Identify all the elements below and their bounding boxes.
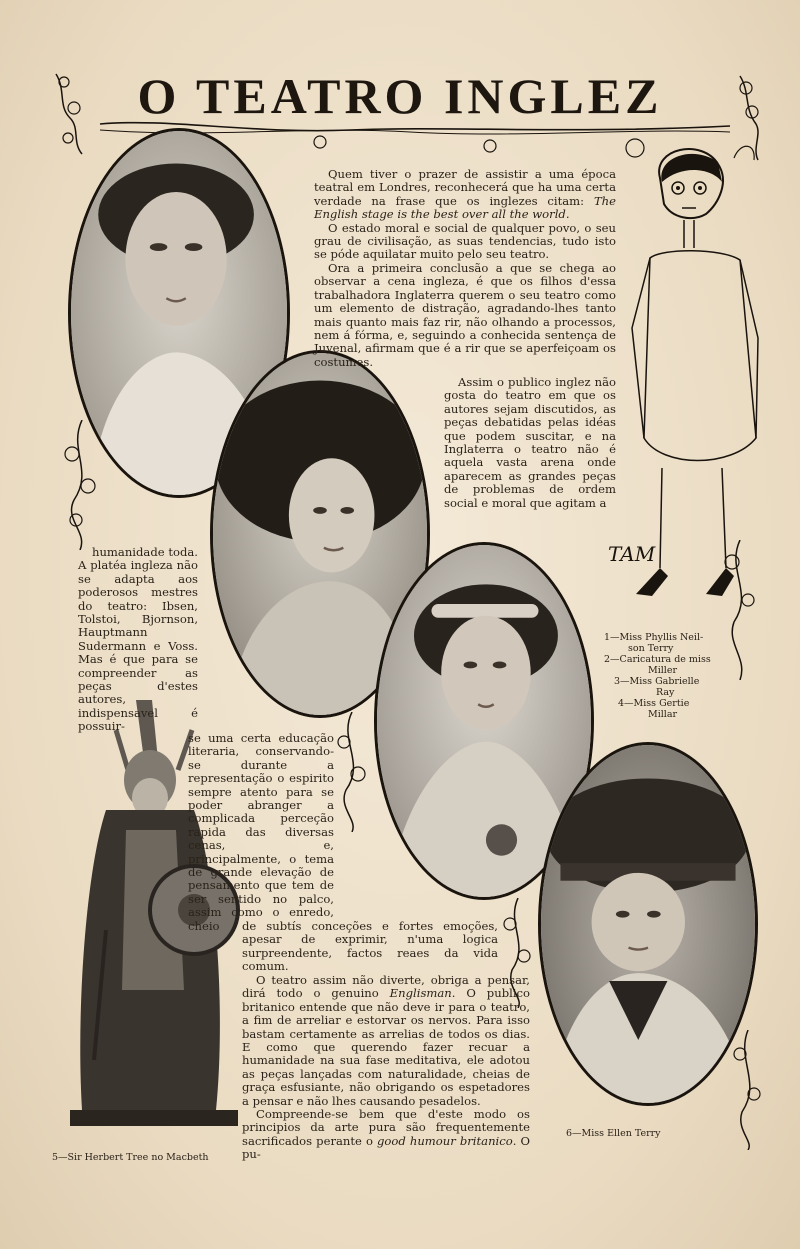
caption-2: 2—Caricatura de miss [604,654,711,665]
text-paragraph-7: de subtís conceções e fortes emoções, apesar de exprimir, n'uma logica surpreendente, factos reaes da vida comum. [242,919,498,974]
caption-1: 1—Miss Phyllis Neil- [604,632,704,643]
paragraph-intro: Quem tiver o prazer de assistir a uma época teatral em Londres, reconhecerá que ha uma certa verdade na frase que os inglezes citam: The English stage is the best over all the world. [314,167,616,222]
paragraph-2: O estado moral e social de qualquer povo, o seu grau de civilisação, as suas tendencias, tudo isto se póde aquilatar muito pelo seu teatro. [314,220,616,262]
caption-6: 6—Miss Ellen Terry [566,1128,661,1139]
right-bottom-vine-ornament [728,1030,768,1150]
text-paragraph-4: Assim o publico inglez não gosta do teatro em que os autores sejam discutidos, as peças debatidas pelas idéas que podem suscitar, e na Inglaterra o teatro não é aquela vasta arena onde aparecem as grandes peças de problemas de ordem social e moral que agitam a [444,375,616,510]
caricature-drawing [622,138,772,608]
text-paragraph-3: Ora a primeira conclusão a que se chega ao observar a cena ingleza, é que os filhos d'essa trabalhadora Inglaterra querem o seu teatro como um elemento de distração, agradando-lhes tanto mais quanto mais faz rir, não olhando a processos, nem á fórma, e, seguindo a conhecida sentença de Juvenal, afirmam que é a rir que se aperfeiçoam os costumes. [314,261,616,369]
portrait-captions-list: 1—Miss Phyllis Neil- son Terry 2—Caricatura de miss Miller 3—Miss Gabrielle Ray 4—Miss Gertie Millar [604,632,736,720]
mid-vine-ornament [330,712,376,832]
article-title: O TEATRO INGLEZ [137,68,663,124]
text-paragraph-8: O teatro assim não diverte, obriga a pensar, dirá todo o genuino Englisman. O publico britanico entende que não deve ir para o teatro, a fim de arreliar e estorvar os nervos. Para isso bastam certamente as arrelias de todos os dias. E como que querendo fazer recuar a humanidade na sua fase meditativa, ele adotou as peças lançadas com naturalidade, cheias de graça esfusiante, não obrigando os espetadores a pensar e não lhes causando pesadelos. Compreende-se bem que d'este modo os principios da arte pura são frequentemente sacrificados perante o good humour britanico. O pu- [242,973,531,1162]
text-column-top [314,168,616,262]
caption-3: 3—Miss Gabrielle [614,676,700,687]
english-quote: The English stage is the best over all the world. [314,193,616,222]
caption-5: 5—Sir Herbert Tree no Macbeth [52,1152,209,1163]
caption-4: 4—Miss Gertie [618,698,690,709]
artist-signature: TAM [608,542,656,566]
text-paragraph-6: se uma certa educação literaria, conservando-se durante a representação o espirito sempre atento para se poder abranger a complicada perceção rapida das diversas cenas, e, principalmente, o tema de grande elevação de pensamento que tem de ser sentido no palco, assim como o enredo, cheio [188,731,334,933]
portrait-photo-6 [538,742,758,1106]
text-paragraph-5: humanidade toda. A platéa ingleza não se adapta aos poderosos mestres do teatro: Ibsen, Tolstoi, Bjornson, Hauptmann Sudermann e Voss. Mas é que para se compreender as peças d'estes autores, indispensavel é possuir- [78,545,198,734]
